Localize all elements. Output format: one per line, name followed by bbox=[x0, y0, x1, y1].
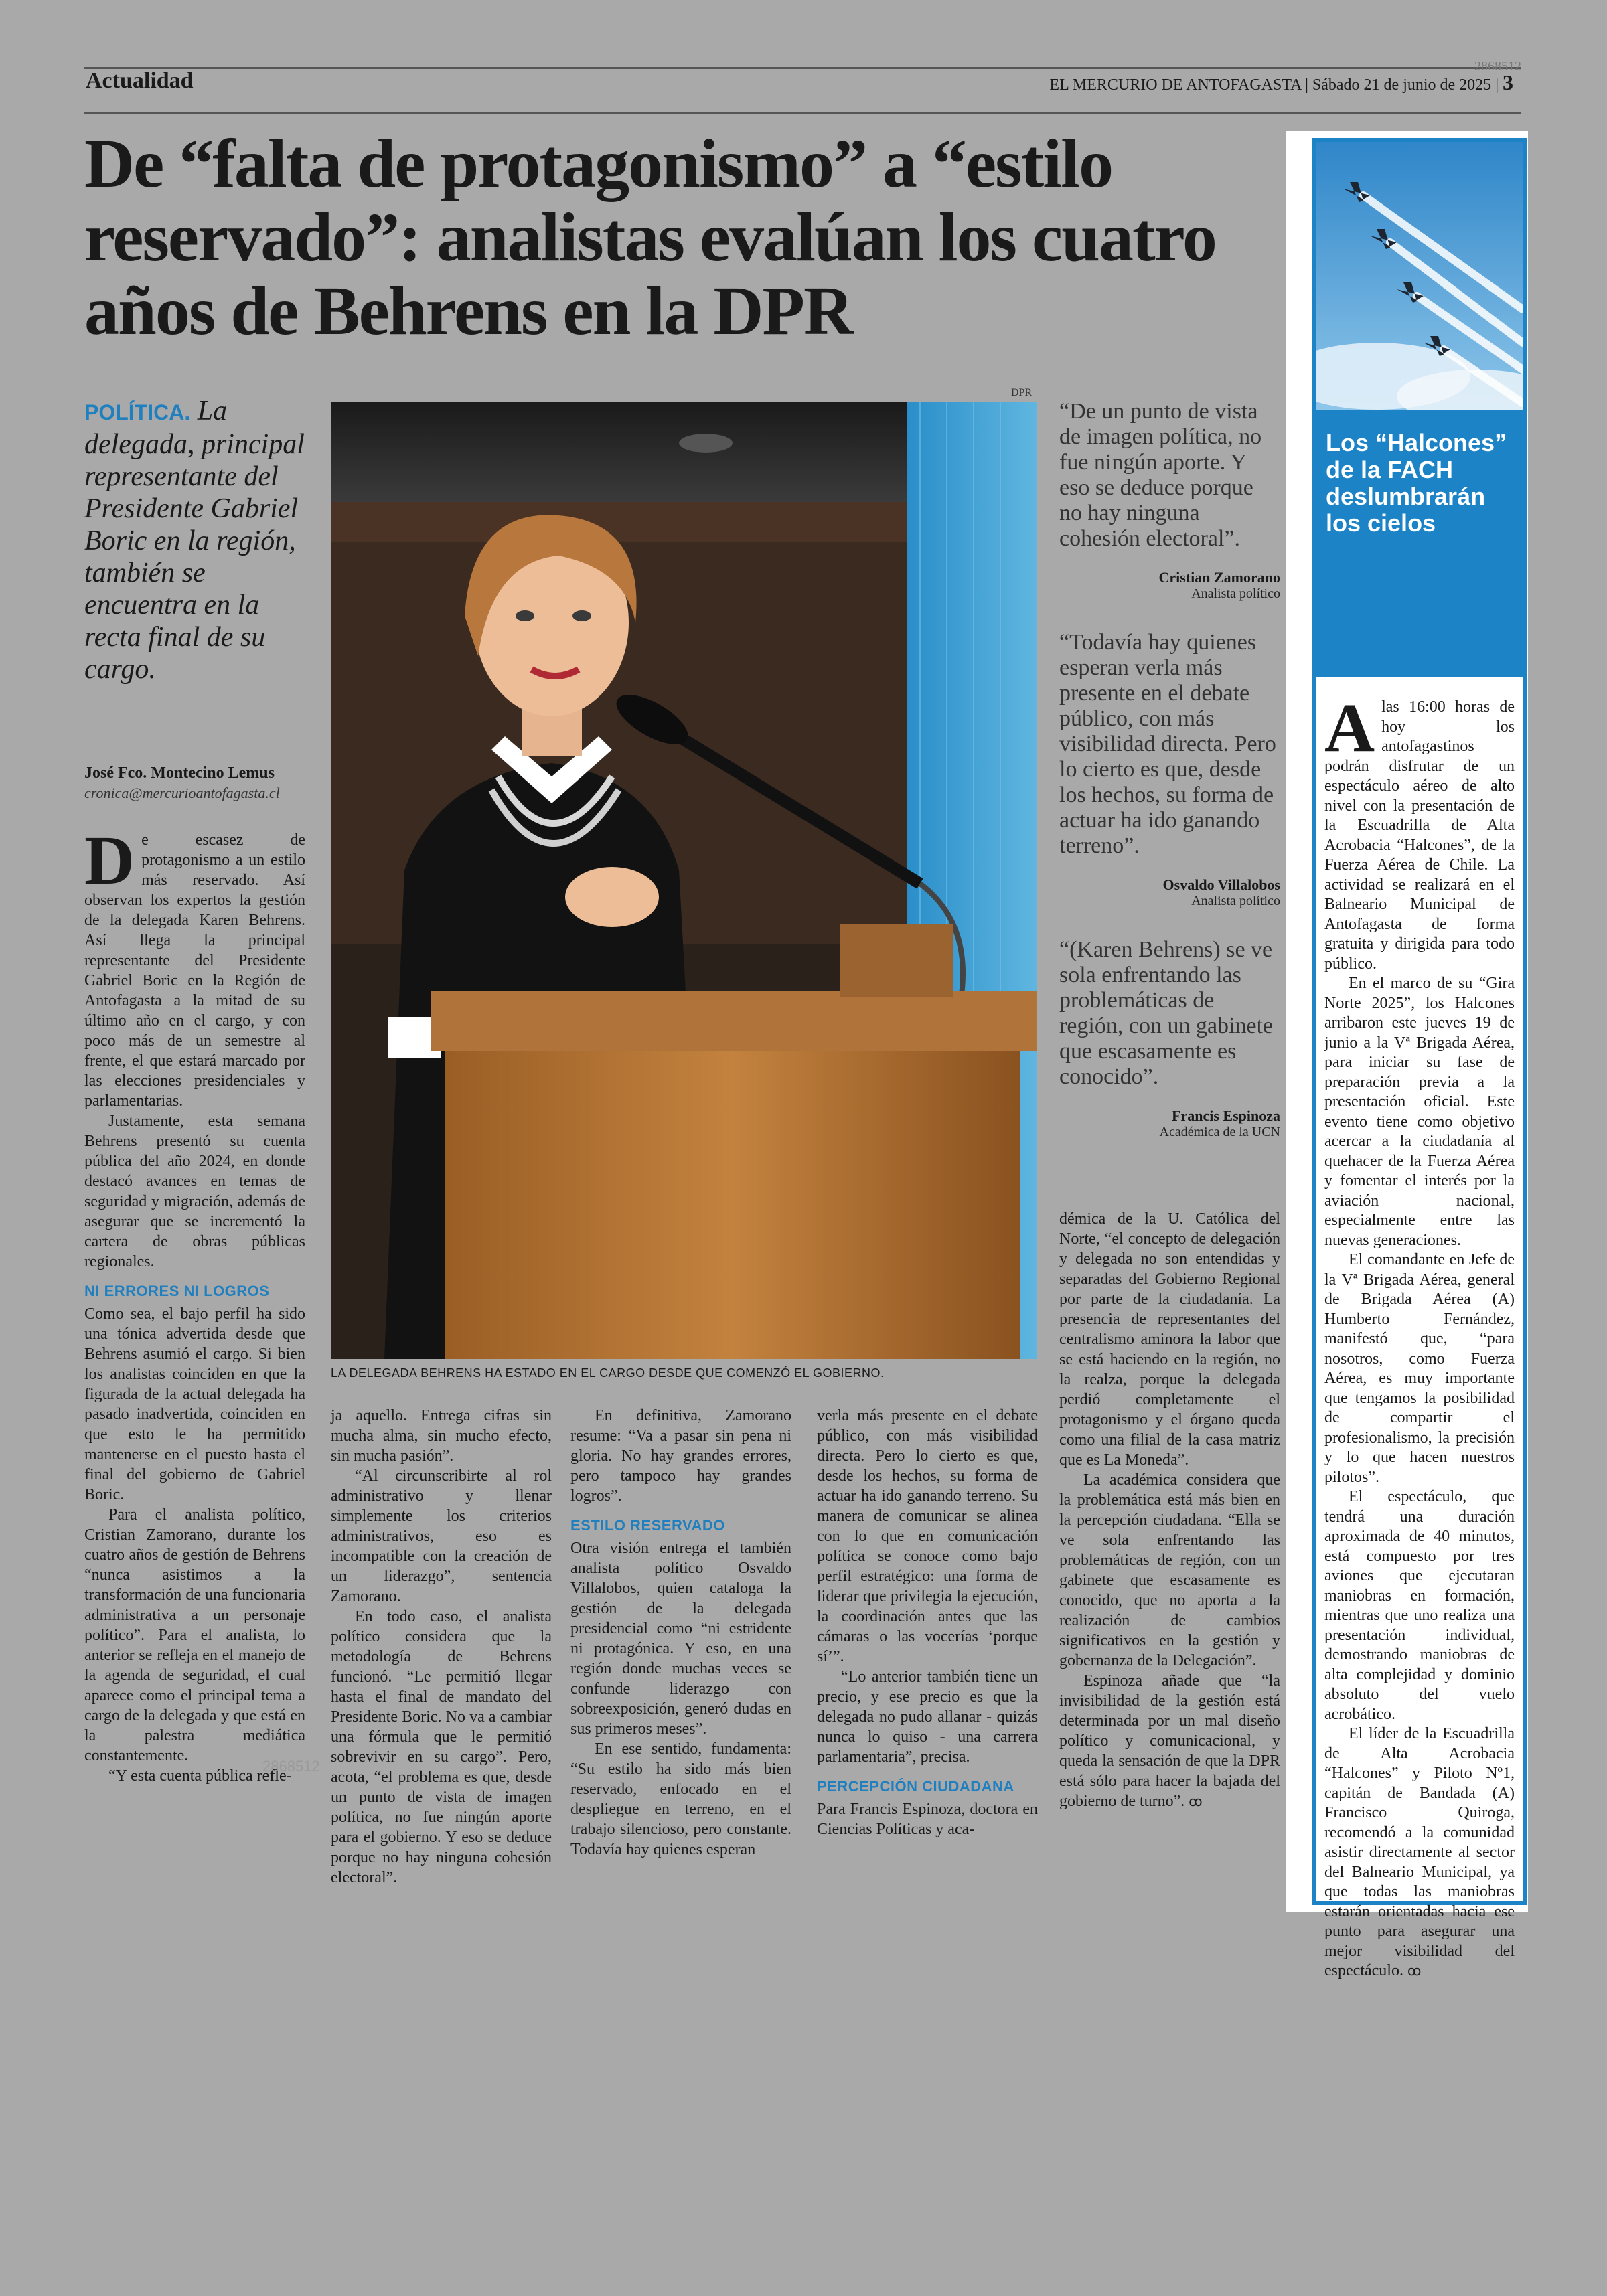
end-mark: ꝏ bbox=[1407, 1963, 1422, 1979]
pull-quote bbox=[1059, 399, 1280, 602]
watermark-code: 2868512 bbox=[262, 1758, 320, 1775]
header-rule-bottom bbox=[84, 112, 1521, 114]
article-column-3 bbox=[570, 1406, 791, 1860]
pull-quote bbox=[1059, 937, 1280, 1140]
paragraph: En todo caso, el analista político considera que la metodología de Behrens funcionó. “Le permitió llegar hasta el final de mandato del Presidente Boric. No va a cambiar una fórmula que le permitió sobrevivir en su cargo”. Pero, acota, “el problema es que, desde un punto de vista de imagen política, no fue ningún aporte para el gobierno. Y eso se deduce porque no hay ninguna cohesión electoral”. bbox=[331, 1608, 552, 1886]
page-code: 2868512 bbox=[1474, 59, 1521, 74]
quote-name: Osvaldo Villalobos bbox=[1162, 876, 1280, 893]
quote-role: Académica de la UCN bbox=[1159, 1125, 1280, 1139]
paragraph: Para Francis Espinoza, doctora en Ciencias Políticas y aca- bbox=[817, 1801, 1038, 1838]
article-photo bbox=[331, 402, 1037, 1359]
paragraph: La académica considera que la problemática está más bien en la percepción ciudadana. “Ella se ve sola enfrentando las problemáticas de región, con un gabinete que escasamente es conocido, que no aporta a la realización de cambios significativos en la gestión y gobernanza de la Delegación”. bbox=[1059, 1471, 1280, 1669]
pull-quotes bbox=[1059, 399, 1280, 1140]
article-column-2 bbox=[331, 1406, 552, 1888]
quote-role: Analista político bbox=[1191, 586, 1280, 601]
sidebar-title: Los “Halcones” de la FACH deslumbrarán los cielos bbox=[1316, 410, 1523, 677]
article-column-5 bbox=[1059, 1209, 1280, 1811]
quote-role: Analista político bbox=[1191, 894, 1280, 908]
delegate-photo bbox=[331, 402, 1037, 1359]
photo-credit: DPR bbox=[1011, 387, 1032, 398]
paragraph: “Lo anterior también tiene un precio, y ese precio es que la delegada no pudo allanar - quizás nunca lo quiso - una carrera parlamentaria”, precisa. bbox=[817, 1668, 1038, 1766]
paragraph: Espinoza añade que “la invisibilidad de la gestión está determinada por un mal diseño político y comunicacional, y queda la sensación de que la DPR está sólo para hacer la bajada del gobierno de turno”. ꝏ bbox=[1059, 1672, 1280, 1810]
page-number: 3 bbox=[1503, 70, 1513, 94]
paragraph: El líder de la Escuadrilla de Alta Acrobacia “Halcones” y Piloto Nº1, capitán de Bandada (A) Francisco Quiroga, recomendó a la comunidad asistir directamente al sector del Balneario Municipal, ya que todas las maniobras estarán orientadas hacia ese punto para asegurar una mejor visibilidad del espectáculo. ꝏ bbox=[1324, 1725, 1515, 1979]
paragraph: Justamente, esta semana Behrens presentó su cuenta pública del año 2024, en donde destacó avances en temas de seguridad y migración, además de asegurar que se incrementó la cartera de obras públicas regionales. bbox=[84, 1113, 305, 1270]
paragraph: En el marco de su “Gira Norte 2025”, los Halcones arribaron este jueves 19 de junio a la Vª Brigada Aérea, para iniciar su fase de preparación previa a la presentación oficial. Este evento tiene como objetivo acercar a la ciudadanía al quehacer de la Fuerza Aérea y fomentar el interés por la aviación nacional, especialmente entre las nuevas generaciones. bbox=[1324, 975, 1515, 1249]
header-rule bbox=[84, 67, 1521, 69]
lede-kicker: POLÍTICA. bbox=[84, 400, 191, 424]
jets-photo bbox=[1316, 142, 1523, 410]
subheading: ESTILO RESERVADO bbox=[570, 1517, 725, 1534]
photo-caption: LA DELEGADA BEHRENS HA ESTADO EN EL CARGO DESDE QUE COMENZÓ EL GOBIERNO. bbox=[331, 1366, 885, 1380]
paragraph: De escasez de protagonismo a un estilo más reservado. Así observan los expertos la gestión de la delegada Karen Behrens. Así llega la principal representante del Presidente Gabriel Boric en la Región de Antofagasta a la mitad de su último año en el cargo, y con poco más de un semestre al frente, el que estará marcado por las elecciones presidenciales y parlamentarias. bbox=[84, 822, 305, 1110]
end-mark: ꝏ bbox=[1189, 1793, 1203, 1809]
sidebar-box bbox=[1312, 138, 1527, 1979]
lede-text: La delegada, principal representante del Presidente Gabriel Boric en la región, también se encuentra en la recta final de su cargo. bbox=[84, 396, 305, 685]
article-column-1 bbox=[84, 822, 305, 1786]
author-name: José Fco. Montecino Lemus bbox=[84, 764, 275, 782]
paper-name: EL MERCURIO DE ANTOFAGASTA bbox=[1049, 76, 1302, 94]
paragraph: ja aquello. Entrega cifras sin mucha alma, sin mucho efecto, sin mucha pasión”. bbox=[331, 1407, 552, 1465]
quote-name: Francis Espinoza bbox=[1172, 1107, 1280, 1124]
quote-text: “Todavía hay quienes esperan verla más presente en el debate público, con más visibilidad directa. Pero lo cierto es que, desde los hechos, su forma de actuar ha ido ganando terreno”. bbox=[1059, 630, 1276, 858]
lede bbox=[84, 395, 309, 685]
paragraph: Alas 16:00 horas de hoy los antofagastinos podrán disfrutar de un espectáculo aéreo de alto nivel con la presentación de la Escuadrilla de Alta Acrobacia “Halcones”, de la Fuerza Aérea de Chile. La actividad se realizará en el Balneario Municipal de Antofagasta de forma gratuita y dirigida para todo público. bbox=[1324, 689, 1515, 973]
paragraph: En ese sentido, fundamenta: “Su estilo ha sido más bien reservado, enfocado en el despliegue en terreno, en el trabajo silencioso, pero constante. Todavía hay quienes esperan bbox=[570, 1740, 791, 1858]
dropcap: D bbox=[84, 822, 135, 899]
sidebar bbox=[1286, 131, 1528, 1979]
paragraph: Otra visión entrega el también analista político Osvaldo Villalobos, quien cataloga la gestión de la delegada presidencial como “ni estridente ni protagónica. Y eso, en una región donde muchas veces se confunde liderazgo con sobreexposición, generó dudas en sus primeros meses”. bbox=[570, 1540, 791, 1738]
quote-text: “De un punto de vista de imagen política, no fue ningún aporte. Y eso se deduce porque no hay ninguna cohesión electoral”. bbox=[1059, 399, 1262, 551]
paragraph: Como sea, el bajo perfil ha sido una tónica advertida desde que Behrens asumió el cargo. Si bien los analistas coinciden en que la figurada de la actual delegada ha pasado inadvertida, coinciden en que esto le ha permitido mantenerse en el puesto hasta el final del gobierno de Gabriel Boric. bbox=[84, 1305, 305, 1503]
issue-date: Sábado 21 de junio de 2025 bbox=[1312, 76, 1492, 94]
subheading: PERCEPCIÓN CIUDADANA bbox=[817, 1778, 1014, 1795]
author-email[interactable]: cronica@mercurioantofagasta.cl bbox=[84, 785, 280, 801]
paragraph: “Y esta cuenta pública refle- bbox=[108, 1767, 292, 1785]
paragraph: “Al circunscribirte al rol administrativo y llenar simplemente los criterios administrativos, eso es incompatible con la creación de un liderazgo”, sentencia Zamorano. bbox=[331, 1467, 552, 1605]
headline: De “falta de protagonismo” a “estilo reservado”: analistas evalúan los cuatro años de Behrens en la DPR bbox=[84, 125, 1216, 349]
byline bbox=[84, 763, 312, 803]
masthead: EL MERCURIO DE ANTOFAGASTA | Sábado 21 de junio de 2025 | 3 bbox=[1049, 70, 1513, 94]
section-label: Actualidad bbox=[86, 68, 194, 93]
paragraph: El comandante en Jefe de la Vª Brigada Aérea, general de Brigada Aérea (A) Humberto Fernández, manifestó que, “para nosotros, como Fuerza Aérea, es muy importante que tengamos la posibilidad de compartir el profesionalismo, la precisión y lo que hacen nuestros pilotos”. bbox=[1324, 1251, 1515, 1486]
article-column-4 bbox=[817, 1406, 1038, 1839]
pull-quote bbox=[1059, 630, 1280, 909]
subheading: NI ERRORES NI LOGROS bbox=[84, 1283, 270, 1299]
paragraph: démica de la U. Católica del Norte, “el concepto de delegación y delegada no son entendidas y separadas del Gobierno Regional por parte de la ciudadanía. La presencia de representantes del centralismo aminora la labor que se está haciendo en la región, no la realza, porque la delegada perdió completamente el protagonismo y el órgano queda como una filial de la casa matriz que es La Moneda”. bbox=[1059, 1210, 1280, 1469]
paragraph: verla más presente en el debate público, con más visibilidad directa. Pero lo cierto es que, desde los hechos, su forma de actuar ha ido ganando terreno. Su manera de comunicar se alinea con lo que en comunicación política se conoce como bajo perfil estratégico: una forma de liderar que privilegia la ejecución, la coordinación antes que las cámaras o las vocerías ‘porque sí’”. bbox=[817, 1407, 1038, 1665]
paragraph: Para el analista político, Cristian Zamorano, durante los cuatro años de gestión de Behrens “nunca asistimos a la transformación de una funcionaria administrativa a un personaje político”. Para el analista, lo anterior se refleja en el manejo de la agenda de seguridad, el cual aparece como el principal tema a cargo de la delegada y que está en la palestra mediática constantemente. bbox=[84, 1506, 305, 1765]
sidebar-photo bbox=[1316, 142, 1523, 410]
sidebar-body bbox=[1324, 689, 1515, 1981]
quote-name: Cristian Zamorano bbox=[1158, 569, 1280, 586]
paragraph: El espectáculo, que tendrá una duración aproximada de 40 minutos, está compuesto por tres aviones que ejecutaran maniobras en formación, mientras que uno realiza una presentación individual, demostrando maniobras de alta complejidad y dominio absoluto del vuelo acrobático. bbox=[1324, 1488, 1515, 1723]
dropcap: A bbox=[1324, 689, 1375, 766]
quote-text: “(Karen Behrens) se ve sola enfrentando las problemáticas de región, con un gabinete que escasamente es conocido”. bbox=[1059, 937, 1274, 1089]
paragraph: En definitiva, Zamorano resume: “Va a pasar sin pena ni gloria. No hay grandes errores, pero tampoco hay grandes logros”. bbox=[570, 1407, 791, 1505]
